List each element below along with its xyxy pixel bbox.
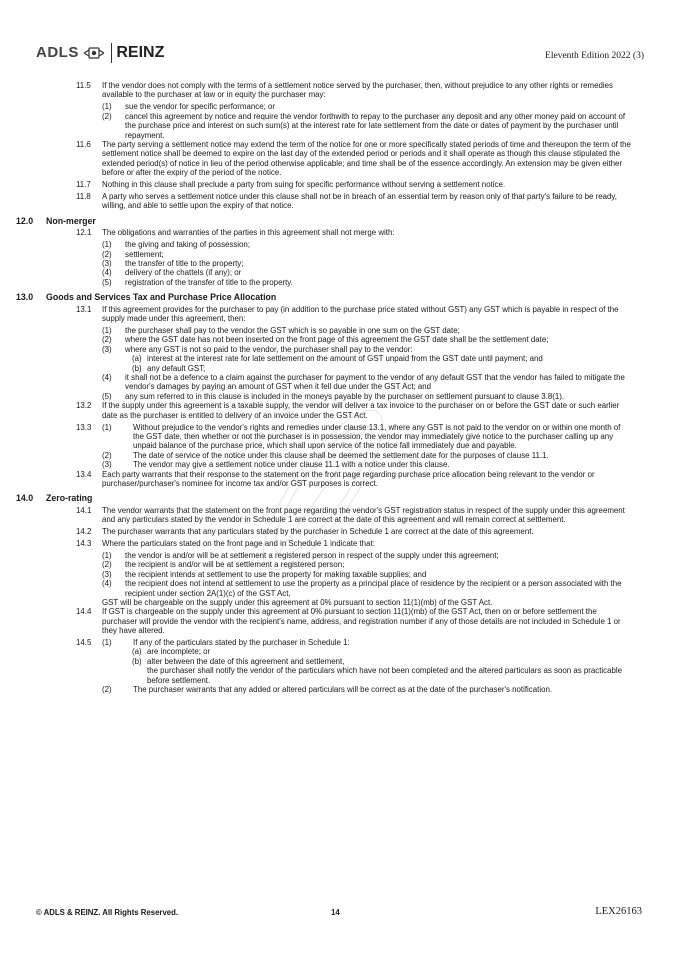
clause-text: The purchaser warrants that any particulars stated by the purchaser in Schedule 1 are correct at the date of this agreement. xyxy=(102,527,534,537)
clause-text: Without prejudice to the vendor's rights and remedies under clause 13.1, where any GST is not paid to the vendor on or within one month of the GST date, then whether or not the purchaser is in possession, the vendor may immediately give notice to the purchaser calling up any unpaid balance of the purchase price, which shall upon service of the notice fall immediately due and payable. xyxy=(133,422,621,451)
clause-item xyxy=(46,240,632,249)
logo-adls-text: ADLS xyxy=(36,44,79,62)
clause xyxy=(46,539,632,548)
clause xyxy=(46,192,632,211)
clause-number: 12.1 xyxy=(76,228,92,238)
clause-number: (4) xyxy=(102,579,112,589)
clause xyxy=(46,180,632,189)
clause-text: interest at the interest rate for late settlement on the amount of GST unpaid from the GST date until payment; and xyxy=(147,354,543,364)
copyright-text: © ADLS & REINZ. All Rights Reserved. xyxy=(36,908,179,917)
clause-number: 12.0 xyxy=(16,215,34,226)
clause-text: the recipient is and/or will be at settlement a registered person; xyxy=(125,560,345,570)
clause-item xyxy=(46,112,632,140)
clause-number: 13.2 xyxy=(76,401,92,411)
clause-number: 11.7 xyxy=(76,180,91,190)
clause-item xyxy=(46,392,632,401)
clause-item xyxy=(46,278,632,287)
clause-text: Goods and Services Tax and Purchase Price Allocation xyxy=(46,292,277,303)
clause-text: alter between the date of this agreement and settlement, xyxy=(147,656,345,666)
clause-number: (a) xyxy=(132,354,142,364)
clause-text: the recipient does not intend at settlement to use the property as a principal place of residence by the recipient or a person associated with the recipient under section 2A(1)(c) of the GST Act, xyxy=(125,579,622,598)
clause-number: (1) xyxy=(102,102,112,112)
clause-text: If GST is chargeable on the supply under this agreement at 0% pursuant to section 11(1)(mb) of the GST Act, then on or before settlement the purchaser will provide the vendor with the recipient's name, address, and registration number if any of those details are not included in Schedule 1 or they have altered. xyxy=(102,607,621,636)
clause-text: any default GST; xyxy=(147,363,206,373)
logo-reinz-text: REINZ xyxy=(116,44,165,62)
logo-divider xyxy=(111,43,113,63)
clause-text: If the supply under this agreement is a taxable supply, the vendor will deliver a tax invoice to the purchaser on or before the GST date or such earlier date as the purchaser is entitled to delivery of an invoice under the GST Act. xyxy=(102,401,620,420)
section-heading xyxy=(16,215,632,226)
clause-text: The obligations and warranties of the parties in this agreement shall not merge with: xyxy=(102,228,395,238)
clause-number: (3) xyxy=(102,569,112,579)
clause xyxy=(46,305,632,324)
clause-subitem xyxy=(46,354,632,363)
clause-item xyxy=(46,460,632,469)
clause-subitem xyxy=(46,647,632,656)
clause-text: The date of service of the notice under this clause shall be deemed the settlement date for the purposes of clause 11.1. xyxy=(133,450,549,460)
clause-text: If this agreement provides for the purchaser to pay (in addition to the purchase price stated without GST) any GST which is payable in respect of the supply made under this agreement, then: xyxy=(102,304,619,324)
adls-reinz-logo xyxy=(36,43,164,63)
clause-text: the giving and taking of possession; xyxy=(125,240,251,250)
clause-item xyxy=(46,451,632,460)
clause-number: 11.6 xyxy=(76,139,91,149)
clause-text: Zero-rating xyxy=(46,493,93,504)
clause-text: cancel this agreement by notice and require the vendor forthwith to repay to the purchaser any deposit and any other money paid on account of the purchase price and interest on such sum(s) at the interest rate for late settlement from the date or dates of payment by the purchaser until repayment. xyxy=(125,111,626,140)
clause-text: the recipient intends at settlement to use the property for making taxable supplies; and xyxy=(125,569,427,579)
clause-number: (2) xyxy=(102,450,112,460)
clause-number: 11.8 xyxy=(76,191,91,201)
clause-item xyxy=(46,102,632,111)
clause-text: the purchaser shall pay to the vendor the GST which is so payable in one sum on the GST date; xyxy=(125,325,460,335)
clause-text: where the GST date has not been inserted on the front page of this agreement the GST date shall be the settlement date; xyxy=(125,335,549,345)
clause-number: 13.0 xyxy=(16,292,34,303)
clause-number: 14.4 xyxy=(76,607,92,617)
clause-item xyxy=(46,335,632,344)
clause-text: Each party warrants that their response to the statement on the front page regarding purchase price allocation being relevant to the vendor or purchaser/purchaser's nominee for income tax and/or GST purposes is correct. xyxy=(102,469,595,488)
clause-text: The purchaser warrants that any added or altered particulars will be correct as at the date of the purchaser's notification. xyxy=(133,685,553,695)
clause-number: (1) xyxy=(102,422,112,432)
clause xyxy=(46,506,632,525)
clause-number: (3) xyxy=(102,258,112,268)
edition-label: Eleventh Edition 2022 (3) xyxy=(545,51,644,61)
clause xyxy=(46,81,632,100)
clause-item xyxy=(46,268,632,277)
page-footer xyxy=(36,906,642,920)
clause-number: 14.2 xyxy=(76,527,92,537)
clause-item xyxy=(46,579,632,598)
clause xyxy=(46,401,632,420)
clause-text: Non-merger xyxy=(46,215,96,226)
clause-item xyxy=(46,570,632,579)
clause-number: (5) xyxy=(102,277,112,287)
clause-number: 14.3 xyxy=(76,539,92,549)
clause-item xyxy=(46,423,632,451)
clause-text: sue the vendor for specific performance; or xyxy=(125,102,275,112)
clause-number: 11.5 xyxy=(76,81,91,90)
clause-text: the vendor is and/or will be at settlement a registered person in respect of the supply under this agreement; xyxy=(125,550,499,560)
clause-item xyxy=(46,250,632,259)
clause-number: (2) xyxy=(102,685,112,695)
clause-text: Where the particulars stated on the front page and in Schedule 1 indicate that: xyxy=(102,539,375,549)
clause-text: If the vendor does not comply with the terms of a settlement notice served by the purchaser, then, without prejudice to any other rights or remedies available to the purchaser at law or in equity the purchaser may: xyxy=(102,81,613,100)
page-number: 14 xyxy=(331,908,340,917)
clause-text: The vendor may give a settlement notice under clause 11.1 with a notice under this clause. xyxy=(133,460,450,470)
clause-number: 13.3 xyxy=(76,422,92,432)
clause-number: (a) xyxy=(132,647,142,657)
clause-number: (4) xyxy=(102,372,112,382)
clause-text: are incomplete; or xyxy=(147,647,211,657)
clause-number: 14.0 xyxy=(16,493,34,504)
clause-item xyxy=(46,551,632,560)
section-heading xyxy=(16,493,632,504)
clause-number: (b) xyxy=(132,656,142,666)
clause-text: If any of the particulars stated by the purchaser in Schedule 1: xyxy=(133,638,350,648)
document-code: LEX26163 xyxy=(595,906,642,917)
clause-number: (3) xyxy=(102,460,112,470)
clause-text: delivery of the chattels (if any); or xyxy=(125,268,242,278)
clause-continuation xyxy=(46,598,632,607)
clause-number: (2) xyxy=(102,111,112,121)
clause-item xyxy=(46,560,632,569)
clause-text: GST will be chargeable on the supply under this agreement at 0% pursuant to section 11(1)(mb) of the GST Act. xyxy=(102,597,493,607)
clause-number: (2) xyxy=(102,560,112,570)
clause-text: settlement; xyxy=(125,249,164,259)
page-header xyxy=(36,43,644,67)
clause-text: where any GST is not so paid to the vendor, the purchaser shall pay to the vendor: xyxy=(125,344,413,354)
clause-text: any sum referred to in this clause is included in the moneys payable by the purchaser on settlement pursuant to clause 3.8(1). xyxy=(125,391,565,401)
clause xyxy=(46,607,632,635)
clause-number: (3) xyxy=(102,344,112,354)
clause-number: (5) xyxy=(102,391,112,401)
section-heading xyxy=(16,292,632,303)
clause-subitem xyxy=(46,364,632,373)
clause-text: registration of the transfer of title to the property. xyxy=(125,277,293,287)
clause xyxy=(46,470,632,489)
clause-text: the transfer of title to the property; xyxy=(125,258,244,268)
clause-number: (b) xyxy=(132,363,142,373)
clause-number: 13.4 xyxy=(76,469,92,479)
clause-text: Nothing in this clause shall preclude a party from suing for specific performance without serving a settlement notice. xyxy=(102,180,506,190)
clause-number: 14.1 xyxy=(76,505,92,515)
clause-item xyxy=(46,373,632,392)
clause xyxy=(46,527,632,536)
clause-continuation xyxy=(46,666,632,685)
clause-number: 14.5 xyxy=(76,638,92,648)
clause-text: The party serving a settlement notice may extend the term of the notice for one or more specifically stated periods of time and thereupon the term of the settlement notice shall be deemed to expire on the last day of the extended period or periods and it shall operate as though this clause stipulated the extended period(s) of notice in lieu of the period otherwise applicable; and time shall be of the essence accordingly. An extension may be given either before or after the expiry of the period of the notice. xyxy=(102,139,631,178)
document-body xyxy=(16,81,632,695)
clause-number: (1) xyxy=(102,325,112,335)
clause-item xyxy=(46,345,632,354)
clause-text: A party who serves a settlement notice under this clause shall not be in breach of an essential term by reason only of that party's failure to be ready, willing, and able to settle upon the expiry of that notice. xyxy=(102,191,617,211)
clause-number: (2) xyxy=(102,335,112,345)
clause-subitem xyxy=(46,657,632,666)
clause-item xyxy=(46,638,632,647)
clause-text: the purchaser shall notify the vendor of the particulars which have not been completed and the altered particulars as soon as practicable before settlement. xyxy=(147,666,623,685)
clause-text: it shall not be a defence to a claim against the purchaser for payment to the vendor of any default GST that the vendor has failed to mitigate the vendor's damages by paying an amount of GST when it fell due under the GST Act; and xyxy=(125,372,625,392)
clause-number: (1) xyxy=(102,550,112,560)
clause-text: The vendor warrants that the statement on the front page regarding the vendor's GST registration status in respect of the supply under this agreement and any particulars stated by the vendor in Schedule 1 are correct at the date of this agreement and will remain correct at settlement. xyxy=(102,505,625,525)
clause-number: (1) xyxy=(102,638,112,648)
clause-number: 13.1 xyxy=(76,304,92,314)
clause-item xyxy=(46,326,632,335)
clause-number: (1) xyxy=(102,240,112,250)
clause-number: (2) xyxy=(102,249,112,259)
clause-number: (4) xyxy=(102,268,112,278)
clause xyxy=(46,228,632,237)
clause-item xyxy=(46,259,632,268)
clause xyxy=(46,140,632,178)
clause-item xyxy=(46,685,632,694)
crest-icon xyxy=(82,45,106,61)
